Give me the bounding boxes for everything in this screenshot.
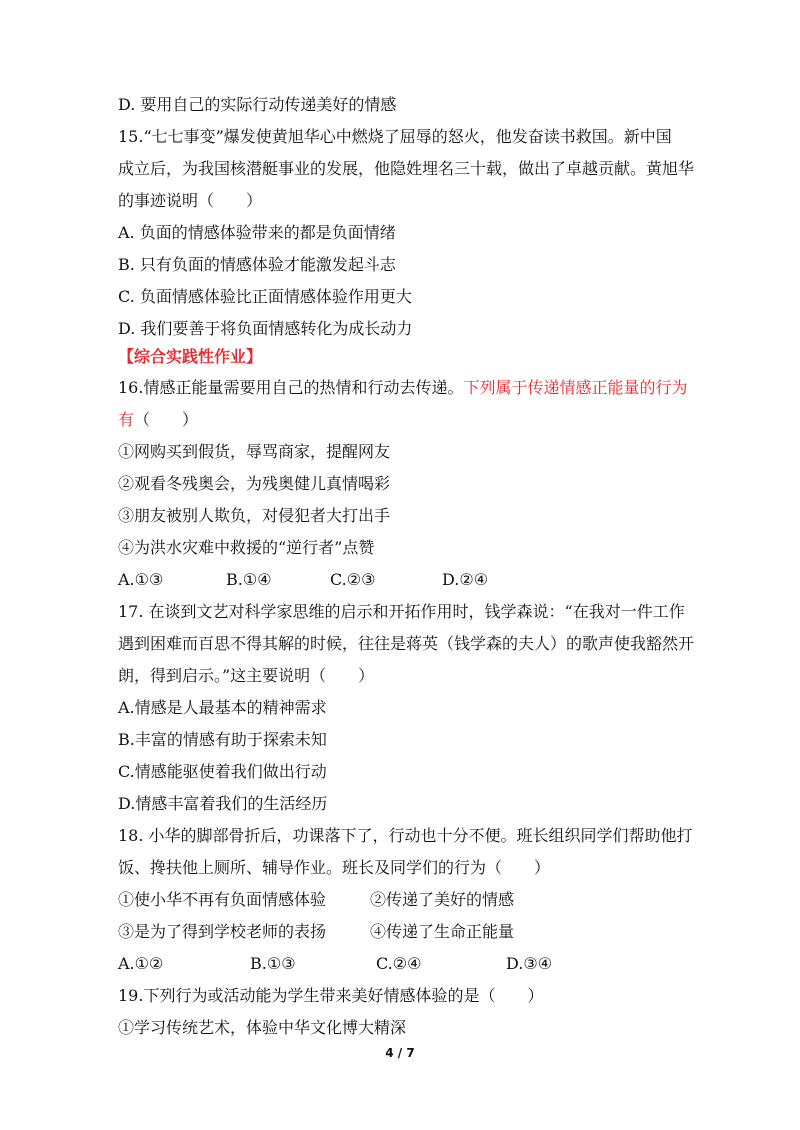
q15-stem-line-2: 成立后，为我国核潜艇事业的发展，他隐姓埋名三十载，做出了卓越贡献。黄旭华 bbox=[118, 159, 695, 178]
section-heading: 【综合实践性作业】 bbox=[118, 347, 263, 366]
q18-items-row-2 bbox=[118, 922, 698, 942]
q16-option-a: A.①③ bbox=[118, 570, 164, 589]
q17-option-b: B.丰富的情感有助于探索未知 bbox=[118, 730, 327, 749]
q18-stem-line-2: 饭、搀扶他上厕所、辅导作业。班长及同学们的行为（ ） bbox=[118, 858, 551, 877]
q14-option-d: D. 要用自己的实际行动传递美好的情感 bbox=[118, 95, 397, 114]
q17-stem-line-3: 朗，得到启示。”这主要说明（ ） bbox=[118, 666, 375, 685]
q17-stem-line-2: 遇到困难而百思不得其解的时候，往往是蒋英（钱学森的夫人）的歌声使我豁然开 bbox=[118, 634, 695, 653]
q18-item-2: ②传递了美好的情感 bbox=[370, 890, 515, 909]
q17-option-d: D.情感丰富着我们的生活经历 bbox=[118, 794, 328, 813]
q16-stem-red-2: 有 bbox=[118, 410, 135, 429]
q16-stem-line-2 bbox=[118, 410, 698, 430]
q17-stem-line-1: 17. 在谈到文艺对科学家思维的启示和开拓作用时，钱学森说：“在我对一件工作 bbox=[118, 602, 685, 621]
q15-option-c: C. 负面情感体验比正面情感体验作用更大 bbox=[118, 287, 412, 306]
q16-stem-line-1 bbox=[118, 378, 698, 398]
q15-option-d: D. 我们要善于将负面情感转化为成长动力 bbox=[118, 319, 413, 338]
q15-stem-line-1: 15.“七七事变”爆发使黄旭华心中燃烧了屈辱的怒火，他发奋读书救国。新中国 bbox=[118, 127, 672, 146]
q15-stem-line-3: 的事迹说明（ ） bbox=[118, 191, 263, 210]
q16-item-1: ①网购买到假货，辱骂商家，提醒网友 bbox=[118, 442, 391, 461]
q15-option-b: B. 只有负面的情感体验才能激发起斗志 bbox=[118, 255, 396, 274]
q16-option-d: D.②④ bbox=[442, 570, 489, 589]
q16-options bbox=[118, 570, 698, 590]
q16-stem-red: 下列属于传递情感正能量的行为 bbox=[463, 378, 688, 397]
q18-options bbox=[118, 954, 698, 974]
page-number: 4 / 7 bbox=[385, 1046, 415, 1060]
q18-option-c: C.②④ bbox=[376, 954, 422, 973]
q18-option-b: B.①③ bbox=[250, 954, 296, 973]
q16-option-b: B.①④ bbox=[226, 570, 272, 589]
q18-item-1: ①使小华不再有负面情感体验 bbox=[118, 890, 327, 909]
q18-option-d: D.③④ bbox=[506, 954, 553, 973]
q15-option-a: A. 负面的情感体验带来的都是负面情绪 bbox=[118, 223, 396, 242]
q16-item-2: ②观看冬残奥会，为残奥健儿真情喝彩 bbox=[118, 474, 391, 493]
q18-item-4: ④传递了生命正能量 bbox=[370, 922, 515, 941]
q17-option-a: A.情感是人最基本的精神需求 bbox=[118, 698, 327, 717]
q17-option-c: C.情感能驱使着我们做出行动 bbox=[118, 762, 327, 781]
q19-stem: 19.下列行为或活动能为学生带来美好情感体验的是（ ） bbox=[118, 986, 544, 1005]
q18-stem-line-1: 18. 小华的脚部骨折后，功课落下了，行动也十分不便。班长组织同学们帮助他打 bbox=[118, 826, 693, 845]
q19-item-1: ①学习传统艺术，体验中华文化博大精深 bbox=[118, 1018, 407, 1037]
q18-item-3: ③是为了得到学校老师的表扬 bbox=[118, 922, 327, 941]
q16-option-c: C.②③ bbox=[330, 570, 376, 589]
q18-option-a: A.①② bbox=[118, 954, 164, 973]
q16-item-4: ④为洪水灾难中救援的“逆行者”点赞 bbox=[118, 538, 375, 557]
q18-items-row-1 bbox=[118, 890, 698, 910]
q16-item-3: ③朋友被别人欺负，对侵犯者大打出手 bbox=[118, 506, 391, 525]
q16-stem-black: 16.情感正能量需要用自己的热情和行动去传递。 bbox=[118, 378, 464, 397]
q16-stem-tail: （ ） bbox=[134, 410, 199, 429]
